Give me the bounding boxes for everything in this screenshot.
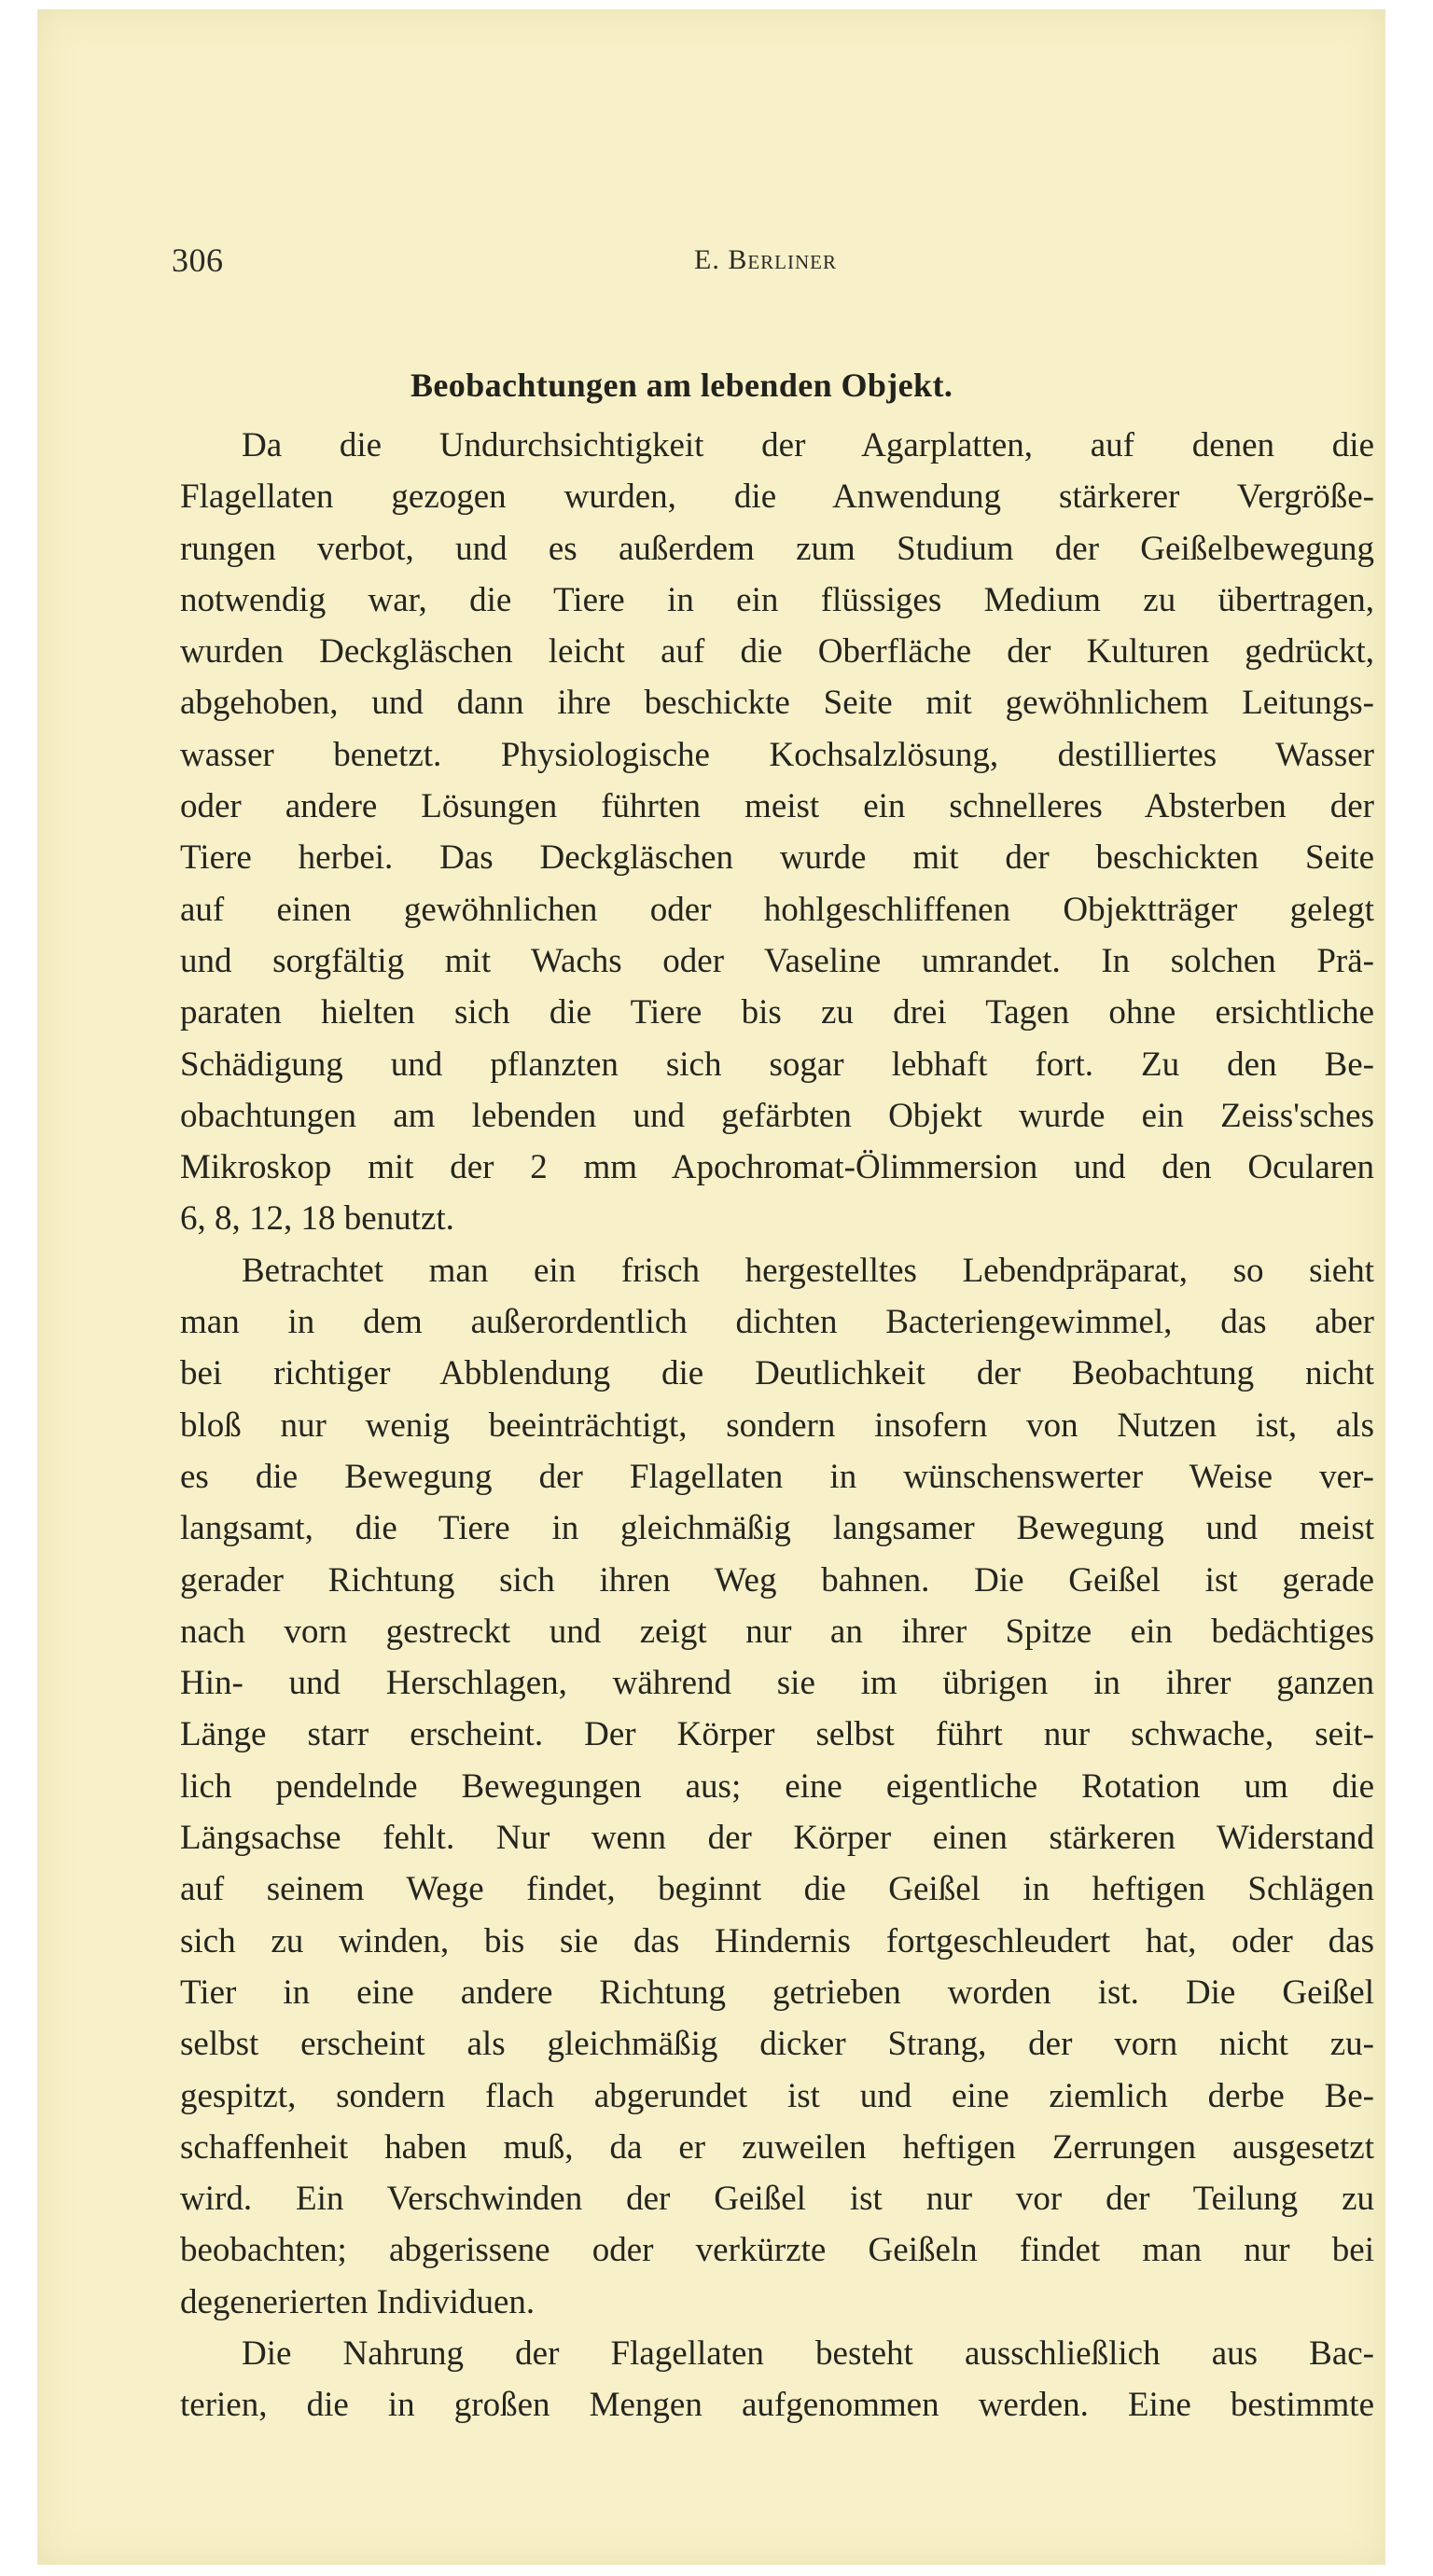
text-line: 6, 8, 12, 18 benutzt.	[180, 1199, 454, 1239]
text-line: gerader Richtung sich ihren Weg bahnen. Die Geißel ist gerade	[180, 1560, 1374, 1600]
text-line: Betrachtet man ein frisch hergestelltes Lebendpräparat, so sieht	[242, 1251, 1374, 1290]
text-line: bei richtiger Abblendung die Deutlichkeit der Beobachtung nicht	[180, 1354, 1374, 1393]
paragraph-2	[180, 1245, 1374, 2328]
text-line: auf einen gewöhnlichen oder hohlgeschliffenen Objektträger gelegt	[180, 890, 1374, 929]
text-line: langsamt, die Tiere in gleichmäßig langsamer Bewegung und meist	[180, 1509, 1374, 1548]
text-line: notwendig war, die Tiere in ein flüssiges Medium zu übertragen,	[180, 580, 1374, 619]
page-header	[172, 241, 1347, 297]
text-line: gespitzt, sondern flach abgerundet ist und eine ziemlich derbe Be-	[180, 2076, 1374, 2115]
text-line: Mikroskop mit der 2 mm Apochromat-Ölimmersion und den Ocularen	[180, 1148, 1374, 1187]
text-line: sich zu winden, bis sie das Hindernis fortgeschleudert hat, oder das	[180, 1921, 1374, 1960]
body-text	[180, 420, 1374, 2431]
text-line: selbst erscheint als gleichmäßig dicker Strang, der vorn nicht zu-	[180, 2025, 1374, 2064]
text-line: beobachten; abgerissene oder verkürzte Geißeln findet man nur bei	[180, 2231, 1374, 2270]
section-title: Beobachtungen am lebenden Objekt.	[410, 367, 953, 404]
paragraph-3	[180, 2328, 1374, 2431]
text-line: obachtungen am lebenden und gefärbten Objekt wurde ein Zeiss'sches	[180, 1096, 1374, 1135]
text-line: wasser benetzt. Physiologische Kochsalzlösung, destilliertes Wasser	[180, 735, 1374, 774]
text-line: Tier in eine andere Richtung getrieben worden ist. Die Geißel	[180, 1973, 1374, 2012]
text-line: bloß nur wenig beeinträchtigt, sondern insofern von Nutzen ist, als	[180, 1406, 1374, 1445]
text-line: paraten hielten sich die Tiere bis zu drei Tagen ohne ersichtliche	[180, 993, 1374, 1032]
text-line: nach vorn gestreckt und zeigt nur an ihrer Spitze ein bedächtiges	[180, 1612, 1374, 1651]
text-line: Flagellaten gezogen wurden, die Anwendung stärkerer Vergröße-	[180, 478, 1374, 517]
text-line: oder andere Lösungen führten meist ein schnelleres Absterben der	[180, 787, 1374, 826]
text-line: Die Nahrung der Flagellaten besteht ausschließlich aus Bac-	[242, 2334, 1374, 2373]
text-line: auf seinem Wege findet, beginnt die Geißel in heftigen Schlägen	[180, 1870, 1374, 1909]
text-line: lich pendelnde Bewegungen aus; eine eigentliche Rotation um die	[180, 1766, 1374, 1806]
page-number: 306	[172, 242, 224, 279]
text-line: es die Bewegung der Flagellaten in wünschenswerter Weise ver-	[180, 1457, 1374, 1496]
text-line: Da die Undurchsichtigkeit der Agarplatten, auf denen die	[242, 426, 1374, 464]
text-line: Längsachse fehlt. Nur wenn der Körper einen stärkeren Widerstand	[180, 1819, 1374, 1858]
paragraph-1	[180, 420, 1374, 1245]
text-line: degenerierten Individuen.	[180, 2282, 536, 2321]
text-line: abgehoben, und dann ihre beschickte Seite mit gewöhnlichem Leitungs-	[180, 684, 1374, 723]
text-line: rungen verbot, und es außerdem zum Studium der Geißelbewegung	[180, 529, 1374, 568]
text-line: Länge starr erscheint. Der Körper selbst führt nur schwache, seit-	[180, 1715, 1374, 1754]
text-line: man in dem außerordentlich dichten Bacteriengewimmel, das aber	[180, 1303, 1374, 1342]
text-line: wurden Deckgläschen leicht auf die Oberfläche der Kulturen gedrückt,	[180, 632, 1374, 672]
text-line: Hin- und Herschlagen, während sie im übrigen in ihrer ganzen	[180, 1664, 1374, 1703]
text-line: schaffenheit haben muß, da er zuweilen heftigen Zerrungen ausgesetzt	[180, 2127, 1374, 2167]
running-head-author: E. Berliner	[694, 244, 837, 275]
text-line: Tiere herbei. Das Deckgläschen wurde mit der beschickten Seite	[180, 838, 1374, 878]
text-line: wird. Ein Verschwinden der Geißel ist nur vor der Teilung zu	[180, 2180, 1374, 2219]
text-line: und sorgfältig mit Wachs oder Vaseline umrandet. In solchen Prä-	[180, 941, 1374, 980]
text-line: terien, die in großen Mengen aufgenommen werden. Eine bestimmte	[180, 2386, 1374, 2425]
text-line: Schädigung und pflanzten sich sogar lebhaft fort. Zu den Be-	[180, 1045, 1374, 1084]
